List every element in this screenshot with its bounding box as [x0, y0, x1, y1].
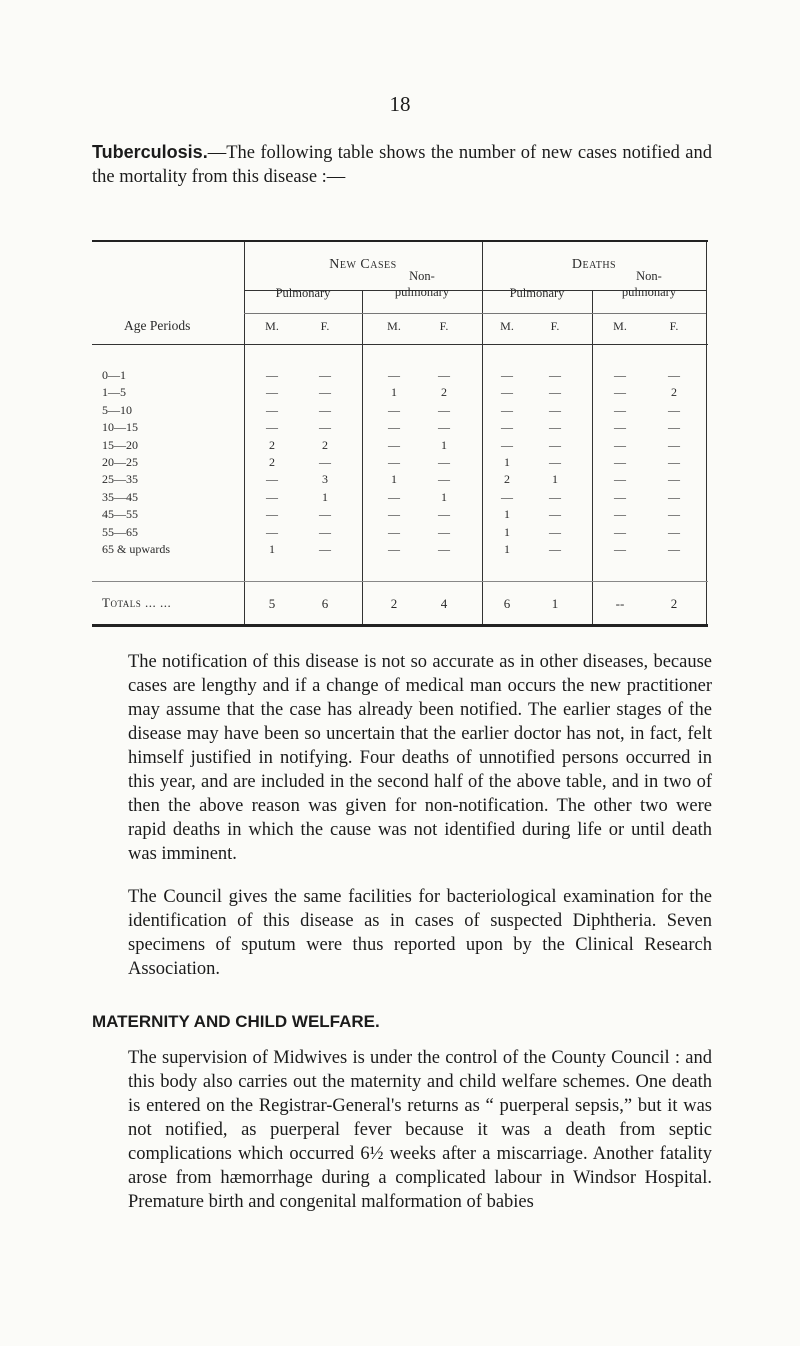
- row-age-period: 10—15: [102, 420, 138, 435]
- header-f: F.: [550, 319, 560, 333]
- divider: [592, 290, 593, 624]
- table-cell: —: [388, 437, 400, 452]
- table-cell: —: [388, 455, 400, 469]
- table-cell: —: [388, 489, 400, 504]
- table-cell: —: [438, 542, 450, 556]
- table-cell: —: [614, 542, 626, 556]
- table-cell: —: [501, 402, 513, 417]
- section-heading: MATERNITY AND CHILD WELFARE.: [92, 1012, 380, 1031]
- row-age-period: 65 & upwards: [102, 542, 170, 556]
- header-m: M.: [387, 319, 401, 333]
- table-cell: —: [388, 368, 400, 382]
- notification-paragraph: [92, 650, 712, 866]
- totals-cell: 2: [390, 596, 398, 611]
- table-cell: —: [438, 524, 450, 539]
- table-cell: —: [668, 420, 680, 435]
- table-cell: —: [501, 489, 513, 504]
- table-cell: —: [388, 524, 400, 539]
- table-cell: —: [319, 507, 331, 522]
- table-cell: 1: [322, 489, 328, 504]
- table-cell: —: [549, 437, 561, 452]
- table-cell: —: [668, 368, 680, 382]
- header-deaths: Deaths: [571, 257, 617, 272]
- table-cell: —: [438, 368, 450, 382]
- table-cell: —: [549, 385, 561, 400]
- table-top-rule: [92, 240, 708, 242]
- table-cell: —: [614, 489, 626, 504]
- tuberculosis-table: [92, 240, 708, 628]
- table-bottom-rule: [92, 624, 708, 627]
- table-cell: —: [266, 368, 278, 382]
- totals-cell: 2: [670, 596, 678, 611]
- table-cell: —: [266, 472, 278, 487]
- table-cell: —: [438, 507, 450, 522]
- table-cell: —: [438, 402, 450, 417]
- table-cell: —: [668, 507, 680, 522]
- table-cell: —: [614, 385, 626, 400]
- row-age-period: 35—45: [102, 489, 138, 504]
- header-m: M.: [613, 319, 627, 333]
- table-cell: —: [501, 437, 513, 452]
- table-cell: 1: [441, 437, 447, 452]
- header-f: F.: [669, 319, 679, 333]
- table-cell: —: [549, 402, 561, 417]
- notification-text: The notification of this disease is not so accurate as in other diseases, because cases are lengthy and if a change of medical man occurs the new practitioner may assume that the case has already been notified. The earlier stages of the disease may have been so uncertain that the earlier doctor has not, in fact, felt himself justified in notifying. Four deaths of unnotified persons occurred in this year, and are included in the second half of the above table, and in two of then the above reason was given for non-notification. The other two were rapid deaths in which the cause was not identified during life or until death was imminent.: [128, 652, 712, 864]
- table-cell: —: [319, 524, 331, 539]
- header-new-non-pulmonary: Non- pulmonary: [394, 269, 450, 299]
- table-cell: —: [614, 402, 626, 417]
- table-cell: —: [614, 472, 626, 487]
- table-cell: 1: [504, 455, 510, 469]
- council-text: The Council gives the same facilities for bacteriological examination for the identification of this disease as in cases of suspected Diphtheria. Seven specimens of sputum were thus reported upon by the Clinical Research Association.: [128, 887, 712, 979]
- table-cell: —: [319, 368, 331, 382]
- divider: [92, 581, 708, 582]
- header-m: M.: [500, 319, 514, 333]
- table-cell: —: [668, 542, 680, 556]
- table-cell: —: [388, 542, 400, 556]
- table-cell: —: [266, 489, 278, 504]
- intro-bold-label: Tuberculosis.: [92, 142, 208, 162]
- table-cell: 3: [322, 472, 328, 487]
- totals-cell: --: [615, 596, 625, 611]
- totals-cell: 5: [268, 596, 276, 611]
- header-f: F.: [439, 319, 449, 333]
- table-cell: —: [266, 385, 278, 400]
- maternity-paragraph: [92, 1046, 712, 1214]
- intro-paragraph: [92, 140, 712, 189]
- row-age-period: 15—20: [102, 437, 138, 452]
- table-cell: —: [501, 368, 513, 382]
- table-cell: —: [319, 455, 331, 469]
- totals-cell: 6: [503, 596, 511, 611]
- totals-label: Totals ... ...: [102, 595, 172, 610]
- header-new-cases: New Cases: [329, 257, 397, 272]
- header-age-periods: Age Periods: [124, 318, 191, 333]
- table-cell: —: [549, 507, 561, 522]
- header-m: M.: [265, 319, 279, 333]
- divider: [706, 242, 707, 624]
- table-cell: —: [438, 455, 450, 469]
- table-cell: —: [549, 489, 561, 504]
- table-cell: —: [549, 420, 561, 435]
- table-cell: —: [549, 524, 561, 539]
- table-cell: 2: [269, 455, 275, 469]
- table-cell: —: [614, 524, 626, 539]
- table-cell: —: [388, 507, 400, 522]
- table-cell: 2: [671, 385, 677, 400]
- totals-cell: 6: [321, 596, 329, 611]
- table-cell: 2: [441, 385, 447, 400]
- table-cell: —: [668, 489, 680, 504]
- table-cell: —: [668, 455, 680, 469]
- totals-cell: 1: [551, 596, 559, 611]
- table-cell: 1: [504, 507, 510, 522]
- table-cell: 1: [504, 542, 510, 556]
- page-number: 18: [389, 92, 411, 116]
- divider: [92, 344, 708, 345]
- table-cell: —: [614, 455, 626, 469]
- table-cell: —: [319, 402, 331, 417]
- header-deaths-pulmonary: Pulmonary: [509, 286, 565, 300]
- table-cell: —: [438, 472, 450, 487]
- table-cell: —: [266, 420, 278, 435]
- header-new-pulmonary: Pulmonary: [275, 286, 331, 300]
- table-cell: —: [501, 385, 513, 400]
- table-cell: 1: [504, 524, 510, 539]
- table-cell: —: [266, 507, 278, 522]
- row-age-period: 55—65: [102, 524, 138, 539]
- table-cell: 2: [322, 437, 328, 452]
- row-age-period: 1—5: [102, 385, 126, 400]
- row-age-period: 45—55: [102, 507, 138, 522]
- table-cell: —: [668, 437, 680, 452]
- table-cell: —: [438, 420, 450, 435]
- divider: [244, 313, 706, 314]
- row-age-period: 0—1: [102, 368, 126, 382]
- table-cell: —: [668, 524, 680, 539]
- row-age-period: 5—10: [102, 402, 132, 417]
- row-age-period: 20—25: [102, 455, 138, 469]
- table-cell: —: [266, 402, 278, 417]
- table-cell: —: [614, 420, 626, 435]
- table-cell: —: [614, 437, 626, 452]
- table-cell: —: [388, 420, 400, 435]
- header-f: F.: [320, 319, 330, 333]
- table-cell: —: [549, 368, 561, 382]
- table-cell: —: [266, 524, 278, 539]
- table-cell: —: [549, 455, 561, 469]
- table-cell: —: [614, 507, 626, 522]
- table-cell: —: [319, 542, 331, 556]
- table-cell: —: [388, 402, 400, 417]
- council-paragraph: [92, 885, 712, 981]
- table-cell: 1: [391, 472, 397, 487]
- table-cell: 2: [269, 437, 275, 452]
- table-cell: 1: [391, 385, 397, 400]
- table-cell: 2: [504, 472, 510, 487]
- table-cell: —: [319, 420, 331, 435]
- table-cell: —: [668, 402, 680, 417]
- table-cell: —: [668, 472, 680, 487]
- table-cell: —: [319, 385, 331, 400]
- table-cell: —: [549, 542, 561, 556]
- table-cell: —: [614, 368, 626, 382]
- row-age-period: 25—35: [102, 472, 138, 487]
- table-cell: —: [501, 420, 513, 435]
- totals-cell: 4: [440, 596, 448, 611]
- intro-text: —The following table shows the number of new cases notified and the mortality from this disease :—: [92, 143, 712, 187]
- maternity-text: The supervision of Midwives is under the control of the County Council : and this body also carries out the maternity and child welfare schemes. One death is entered on the Registrar-General's returns as “ puerperal sepsis,” but it was not notified, as puerperal fever because it was a death from septic complications which occurred 6½ weeks after a miscarriage. Another fatality arose from hæmorrhage during a complicated labour in Windsor Hospital. Premature birth and congenital malformation of babies: [128, 1048, 712, 1212]
- table-cell: 1: [269, 542, 275, 556]
- divider: [362, 290, 363, 624]
- header-deaths-non-pulmonary: Non- pulmonary: [621, 269, 677, 299]
- table-cell: 1: [552, 472, 558, 487]
- table-cell: 1: [441, 489, 447, 504]
